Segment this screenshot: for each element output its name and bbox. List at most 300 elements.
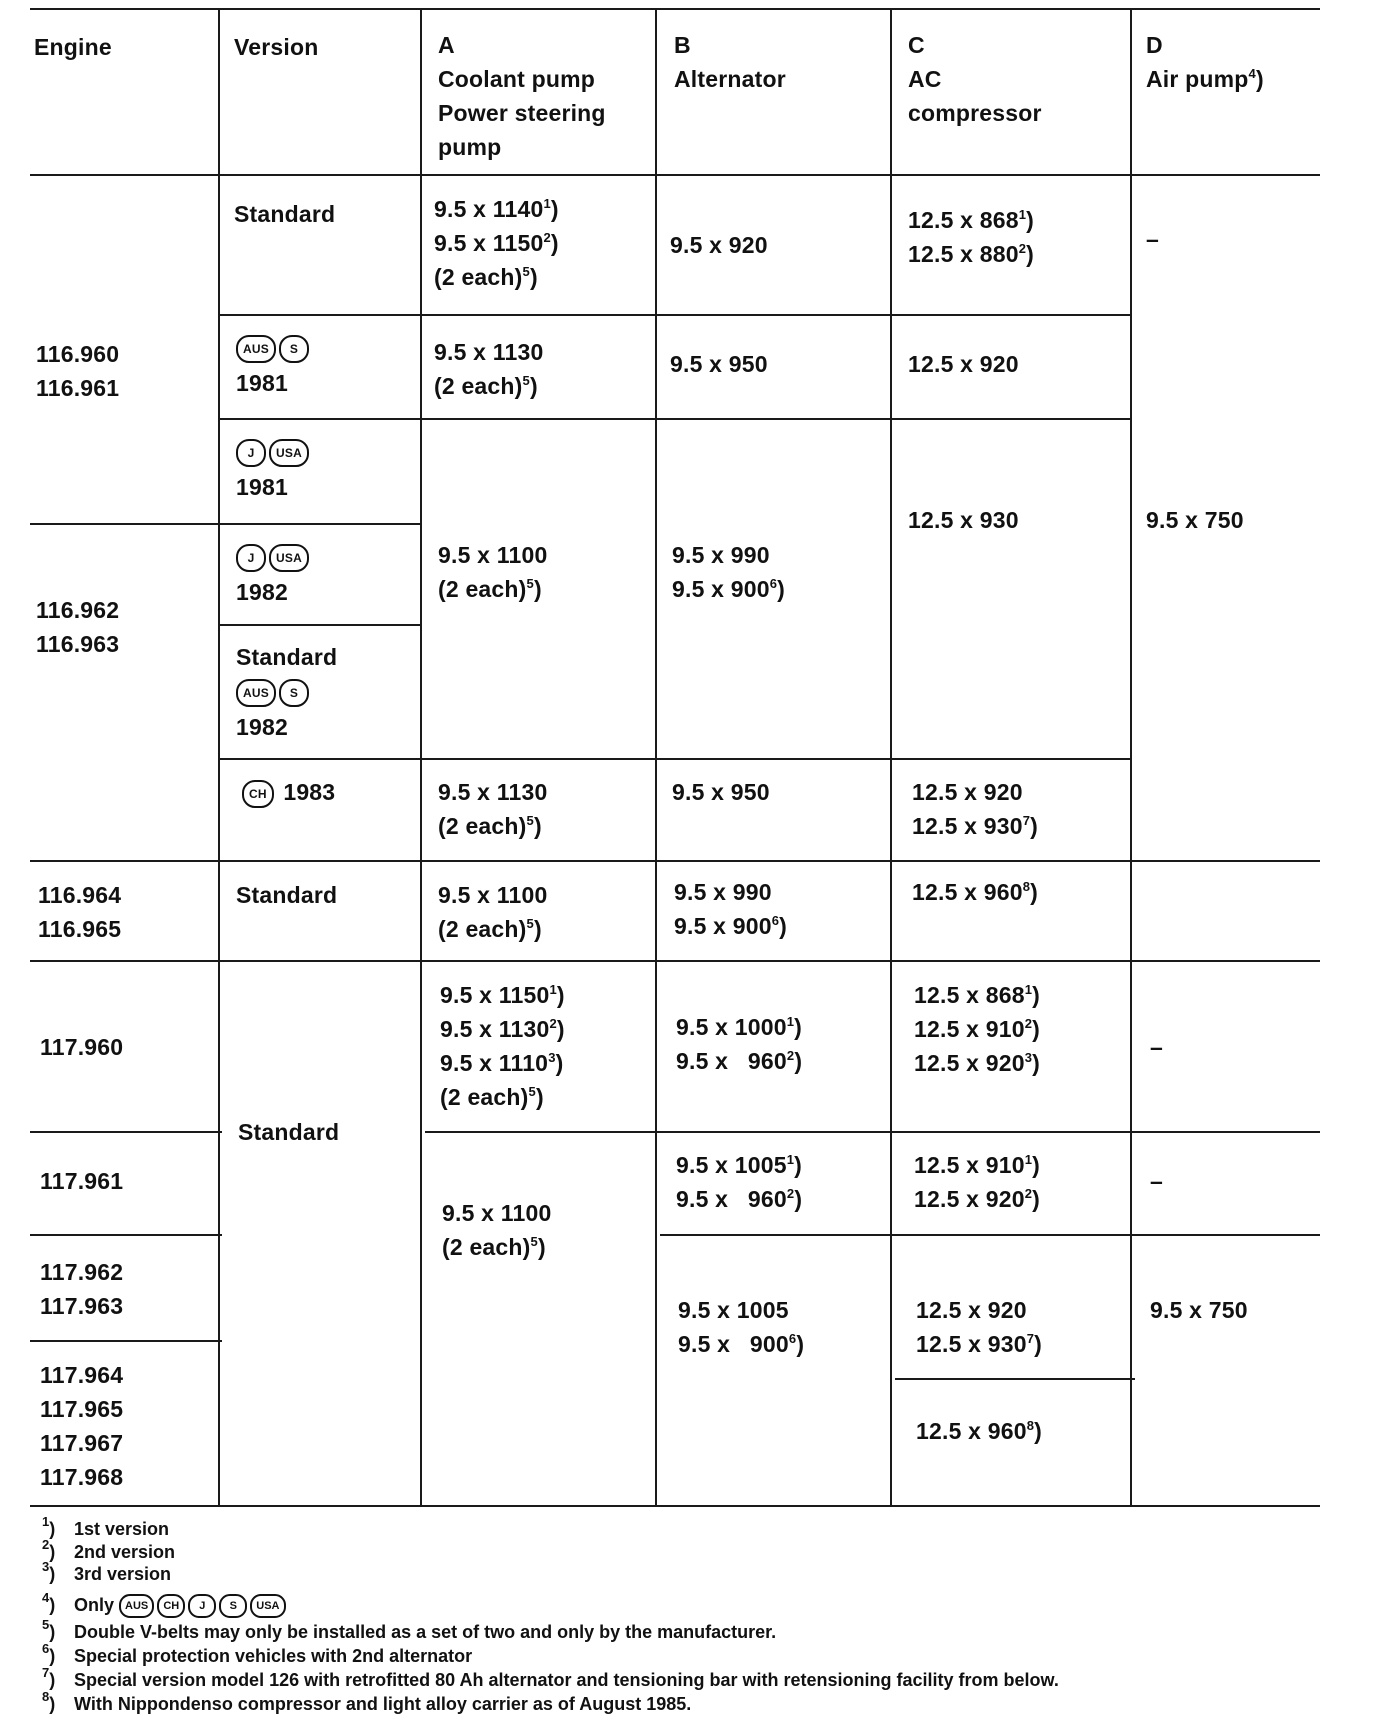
value-line [914,1012,1040,1046]
footnote-ref: 1 [543,196,551,211]
belt-size: 9.5 x 900 [678,1331,789,1357]
row-rule [30,860,1320,862]
belt-size: 9.5 x 1130 [440,1016,550,1042]
footnote-close: ) [1032,1050,1041,1076]
country-badge-icon: S [279,335,309,363]
belt-size: 12.5 x 920 [912,779,1023,805]
country-badge-icon: J [188,1594,216,1618]
value-line [908,203,1034,237]
header-col-b-line: Alternator [674,66,786,92]
belt-size: 9.5 x 1140 [434,196,544,222]
col-d-cell [1146,222,1159,256]
version-year: 1983 [283,779,336,805]
value-line [440,978,565,1012]
value-line [908,237,1034,271]
engine-number: 117.963 [40,1293,124,1319]
value-line [672,572,785,606]
col-b-cell [678,1293,804,1361]
belt-size: (2 each) [442,1234,531,1260]
belt-size: 9.5 x 950 [670,351,768,377]
row-rule [30,960,1320,962]
engine-number: 117.962 [40,1259,124,1285]
belt-size: 9.5 x 1150 [440,982,550,1008]
footnote-close: ) [794,1152,803,1178]
footnote-ref: 7 [1022,813,1031,828]
belt-size: 9.5 x 900 [672,576,770,602]
value-line [914,1148,1040,1182]
version-cell [236,640,337,744]
header-col-d-letter: D [1146,32,1163,58]
header-bottom-rule [30,174,1320,176]
belt-size: 9.5 x 990 [672,542,770,568]
footnote-ref: 4 [1248,66,1256,81]
header-col-d [1146,28,1264,96]
row-rule [218,758,1130,760]
header-col-c [908,28,1042,130]
footnote-number: 8 [42,1689,50,1704]
country-badge-icon: S [219,1594,247,1618]
footnote-close: ) [794,1048,803,1074]
value-line [676,1182,802,1216]
country-badge-icon: AUS [236,679,276,707]
engine-cell [40,1030,123,1064]
col-d-cell [1150,1293,1248,1327]
value-line [442,1230,551,1264]
header-col-a-letter: A [438,32,455,58]
col-a-cell [438,775,547,843]
footnote-number: 1 [42,1514,50,1529]
col-d-value: 9.5 x 750 [1150,1297,1248,1323]
belt-size: 9.5 x 950 [672,779,770,805]
version-label: Standard [236,644,338,670]
footnote-number: 3 [42,1559,50,1574]
footnote: $^7$) Special version model 126 with retrofitted 80 Ah alternator and tensioning bar with retensioning facility from below. [42,1665,1059,1690]
footnote-close: ) [1255,66,1264,92]
footnote-close: ) [533,576,542,602]
header-col-d-line [1146,62,1264,96]
belt-size: 9.5 x 1130 [438,779,548,805]
version-cell [236,878,337,912]
footnote-close: ) [556,982,565,1008]
col-a-cell [442,1196,551,1264]
footnote-close: ) [777,576,786,602]
col-a-cell [434,335,543,403]
version-year: 1981 [236,474,288,500]
footnote-close: ) [556,1016,565,1042]
country-badge-icon: USA [250,1594,285,1618]
country-badges [236,539,312,575]
footnote-close: ) [1032,1016,1041,1042]
col-b-cell [672,775,770,809]
value-line [434,335,543,369]
belt-size: 9.5 x 1100 [442,1200,552,1226]
footnote-ref: 2 [549,1016,557,1031]
footnote-ref: 1 [1024,1152,1033,1167]
value-line [672,538,785,572]
footnote-close: ) [779,913,788,939]
footnote-ref: 2 [1024,1016,1033,1031]
value-line [674,875,787,909]
footnote: $^4$) Only AUS CH J S USA [42,1594,289,1618]
belt-size: (2 each) [434,373,523,399]
row-rule [218,418,1130,420]
belt-size: 12.5 x 920 [908,351,1019,377]
value-line [676,1010,802,1044]
col-c-cell [908,347,1019,381]
value-line [916,1327,1042,1361]
country-badges [236,674,337,710]
version-cell [236,539,312,609]
engine-number: 117.964 [40,1362,124,1388]
value-line [908,347,1019,381]
footnote-close: ) [533,813,542,839]
country-badges [236,434,312,470]
value-line [914,978,1040,1012]
footnote-close: ) [1026,241,1035,267]
footnote-close: ) [1032,1186,1041,1212]
version-cell [238,1115,339,1149]
col-c-cell [914,1148,1040,1216]
footnote: $^2$) 2nd version [42,1537,176,1562]
footnote-ref: 7 [1026,1331,1035,1346]
engine-number: 117.967 [40,1430,124,1456]
belt-size: 12.5 x 920 [916,1297,1027,1323]
col-rule [420,8,422,1505]
footnote-close: ) [1030,879,1039,905]
value-line [434,260,559,294]
col-c-cell [908,203,1034,271]
header-col-c-letter: C [908,32,925,58]
row-rule [218,624,420,626]
row-rule [30,1340,222,1342]
col-c-cell [912,875,1038,909]
footnote-ref: 1 [786,1152,795,1167]
belt-size: 12.5 x 930 [912,813,1023,839]
engine-cell [36,337,119,405]
col-d-value: 9.5 x 750 [1146,507,1244,533]
footnote-number: 4 [42,1590,50,1605]
engine-number: 117.961 [40,1168,124,1194]
footnote-number: 2 [42,1537,50,1552]
footnote-text: 2nd version [74,1542,176,1562]
footnote-ref: 5 [522,264,530,279]
belt-size: 12.5 x 920 [914,1050,1025,1076]
belt-size: (2 each) [438,916,527,942]
header-col-a-line: Power steering [438,100,606,126]
belt-size: 9.5 x 1005 [676,1152,787,1178]
col-b-cell [674,875,787,943]
footnote-ref: 2 [786,1048,795,1063]
footnote: $^5$) Double V-belts may only be installed as a set of two and only by the manufacturer. [42,1617,777,1642]
version-cell [236,330,312,400]
col-c-cell [908,503,1019,537]
version-cell [242,775,335,811]
footnote: $^8$) With Nippondenso compressor and light alloy carrier as of August 1985. [42,1689,692,1714]
col-d-value: – [1150,1168,1163,1194]
belt-size: 9.5 x 1130 [434,339,544,365]
version-year: 1981 [236,370,288,396]
col-b-cell [670,228,768,262]
col-rule [1130,8,1132,1505]
footnote-ref: 8 [1022,879,1031,894]
value-line [442,1196,551,1230]
col-b-cell [676,1148,802,1216]
belt-size: 12.5 x 920 [914,1186,1025,1212]
header-col-a-line: Coolant pump [438,66,595,92]
row-rule [660,1234,1320,1236]
belt-size: 12.5 x 880 [908,241,1019,267]
col-a-cell [440,978,565,1114]
footnote-ref: 2 [543,230,551,245]
footnote-ref: 2 [786,1186,795,1201]
engine-number: 116.964 [38,882,122,908]
footnote-ref: 2 [1024,1186,1033,1201]
footnote-close: ) [550,196,559,222]
value-line [676,1148,802,1182]
engine-number: 116.963 [36,631,120,657]
belt-size: 9.5 x 1005 [678,1297,789,1323]
footnote-close: ) [555,1050,564,1076]
value-line [676,1044,802,1078]
row-rule [895,1378,1135,1380]
value-line [670,228,768,262]
footnote-close: ) [1026,207,1035,233]
country-badge-icon: AUS [236,335,276,363]
col-d-value: – [1150,1034,1163,1060]
footnote-ref: 6 [788,1331,797,1346]
col-c-cell [914,978,1040,1080]
engine-number: 116.960 [36,341,120,367]
footnote-ref: 5 [526,576,534,591]
belt-size: 9.5 x 1000 [676,1014,787,1040]
col-c-cell [916,1293,1042,1361]
engine-cell [40,1255,123,1323]
footnote-ref: 5 [526,813,534,828]
col-d-cell [1150,1030,1163,1064]
version-year: 1982 [236,579,288,605]
footnote-ref: 5 [526,916,534,931]
value-line [672,775,770,809]
value-line [438,809,547,843]
footnote-ref: 5 [530,1234,538,1249]
footnote-close: ) [533,916,542,942]
col-b-cell [670,347,768,381]
engine-number: 116.961 [36,375,120,401]
footnote-close: ) [529,373,538,399]
belt-size: 9.5 x 900 [674,913,772,939]
footnote-text: 3rd version [74,1564,172,1584]
header-col-c-line: compressor [908,100,1042,126]
footnote-close: ) [1034,1331,1043,1357]
header-version [234,30,319,64]
col-d-value: – [1146,226,1159,252]
country-badge-icon: USA [269,544,309,572]
belt-size: 9.5 x 960 [676,1048,787,1074]
footnote-close: ) [535,1084,544,1110]
value-line [438,572,547,606]
belt-size: (2 each) [438,813,527,839]
belt-size: 12.5 x 960 [916,1418,1027,1444]
footnote-ref: 5 [522,373,530,388]
belt-size: 12.5 x 910 [914,1152,1025,1178]
table-top-rule [30,8,1320,10]
row-rule [30,1131,222,1133]
footnote-close: ) [529,264,538,290]
version-year: 1982 [236,714,288,740]
footnote-close: ) [1034,1418,1043,1444]
footnote-ref: 2 [1018,241,1027,256]
value-line [674,909,787,943]
footnote-number: 5 [42,1617,50,1632]
footnote-text: Only [74,1595,115,1615]
country-badges [236,330,312,366]
footnote-ref: 1 [1018,207,1027,222]
value-line [438,912,547,946]
version-label: Standard [236,882,338,908]
footnote-text: 1st version [74,1519,170,1539]
value-line [916,1293,1042,1327]
engine-number: 117.960 [40,1034,124,1060]
belt-size: 12.5 x 930 [908,507,1019,533]
col-a-cell [434,192,559,294]
footnote-ref: 1 [1024,982,1033,997]
footnote-ref: 5 [528,1084,536,1099]
value-line [912,809,1038,843]
value-line [434,369,543,403]
col-b-cell [672,538,785,606]
engine-cell [40,1164,123,1198]
footnote-ref: 1 [549,982,557,997]
header-engine [34,30,112,64]
belt-size: 9.5 x 1100 [438,882,548,908]
footnote-text: Special protection vehicles with 2nd alternator [74,1646,473,1666]
value-line [908,503,1019,537]
footnote-ref: 1 [786,1014,795,1029]
version-cell [236,434,312,504]
belt-size: 12.5 x 930 [916,1331,1027,1357]
belt-size: 12.5 x 910 [914,1016,1025,1042]
row-rule [30,523,420,525]
engine-number: 117.965 [40,1396,124,1422]
table-bottom-rule [30,1505,1320,1507]
header-col-a [438,28,606,164]
value-line [440,1080,565,1114]
header-engine-label: Engine [34,34,112,60]
value-line [440,1046,565,1080]
footnote-text: Double V-belts may only be installed as a set of two and only by the manufacturer. [74,1622,777,1642]
footnote-close: ) [794,1014,803,1040]
footnote-ref: 6 [769,576,778,591]
belt-size: 12.5 x 868 [908,207,1019,233]
country-badge-icon: CH [157,1594,185,1618]
col-b-cell [676,1010,802,1078]
belt-size: 12.5 x 868 [914,982,1025,1008]
value-line [438,538,547,572]
footnote-text: With Nippondenso compressor and light alloy carrier as of August 1985. [74,1694,692,1714]
belt-size: 12.5 x 960 [912,879,1023,905]
footnote-ref: 3 [1024,1050,1033,1065]
engine-number: 117.968 [40,1464,124,1490]
footnote-close: ) [794,1186,803,1212]
version-label: Standard [238,1119,340,1145]
value-line [678,1327,804,1361]
col-rule [218,8,220,1505]
footnote-close: ) [1030,813,1039,839]
col-rule [890,8,892,1505]
value-line [438,878,547,912]
belt-size: 9.5 x 1100 [438,542,548,568]
belt-size: 9.5 x 990 [674,879,772,905]
value-line [914,1182,1040,1216]
row-rule [30,1234,222,1236]
footnote-close: ) [1032,1152,1041,1178]
col-c-cell [912,775,1038,843]
header-col-a-line: pump [438,134,502,160]
header-col-b [674,28,786,96]
row-rule [218,314,1130,316]
footnote-number: 7 [42,1665,50,1680]
value-line [912,775,1038,809]
belt-size: 9.5 x 1110 [440,1050,549,1076]
col-d-cell [1146,503,1244,537]
belt-size: (2 each) [438,576,527,602]
value-line [434,192,559,226]
version-label: Standard [234,201,336,227]
country-badge-icon: USA [269,439,309,467]
value-line [438,775,547,809]
footnote: $^1$) 1st version [42,1514,170,1539]
value-line [912,875,1038,909]
engine-cell [36,593,119,661]
footnote-close: ) [550,230,559,256]
footnote-number: 6 [42,1641,50,1656]
footnote-ref: 6 [771,913,780,928]
country-badges [242,775,335,811]
country-badge-icon: J [236,544,266,572]
value-line [434,226,559,260]
value-line [440,1012,565,1046]
header-col-b-letter: B [674,32,691,58]
country-badge-icon: S [279,679,309,707]
col-a-cell [438,878,547,946]
engine-cell [40,1358,123,1494]
value-line [678,1293,804,1327]
belt-size: 9.5 x 1150 [434,230,544,256]
footnote: $^3$) 3rd version [42,1559,172,1584]
header-col-c-line: AC [908,66,942,92]
footnote-close: ) [796,1331,805,1357]
belt-size: (2 each) [434,264,523,290]
header-version-label: Version [234,34,319,60]
col-d-cell [1150,1164,1163,1198]
footnote-ref: 3 [548,1050,556,1065]
value-line [670,347,768,381]
engine-number: 116.965 [38,916,122,942]
country-badge-icon: AUS [119,1594,154,1618]
value-line [914,1046,1040,1080]
footnote-close: ) [537,1234,546,1260]
version-cell [234,197,335,231]
col-c-cell [916,1414,1042,1448]
country-badge-icon: CH [242,780,274,808]
engine-cell [38,878,121,946]
engine-number: 116.962 [36,597,120,623]
footnote-ref: 8 [1026,1418,1035,1433]
col-rule [655,8,657,1505]
footnote-close: ) [1032,982,1041,1008]
belt-size: (2 each) [440,1084,529,1110]
header-col-d-text: Air pump [1146,66,1249,92]
